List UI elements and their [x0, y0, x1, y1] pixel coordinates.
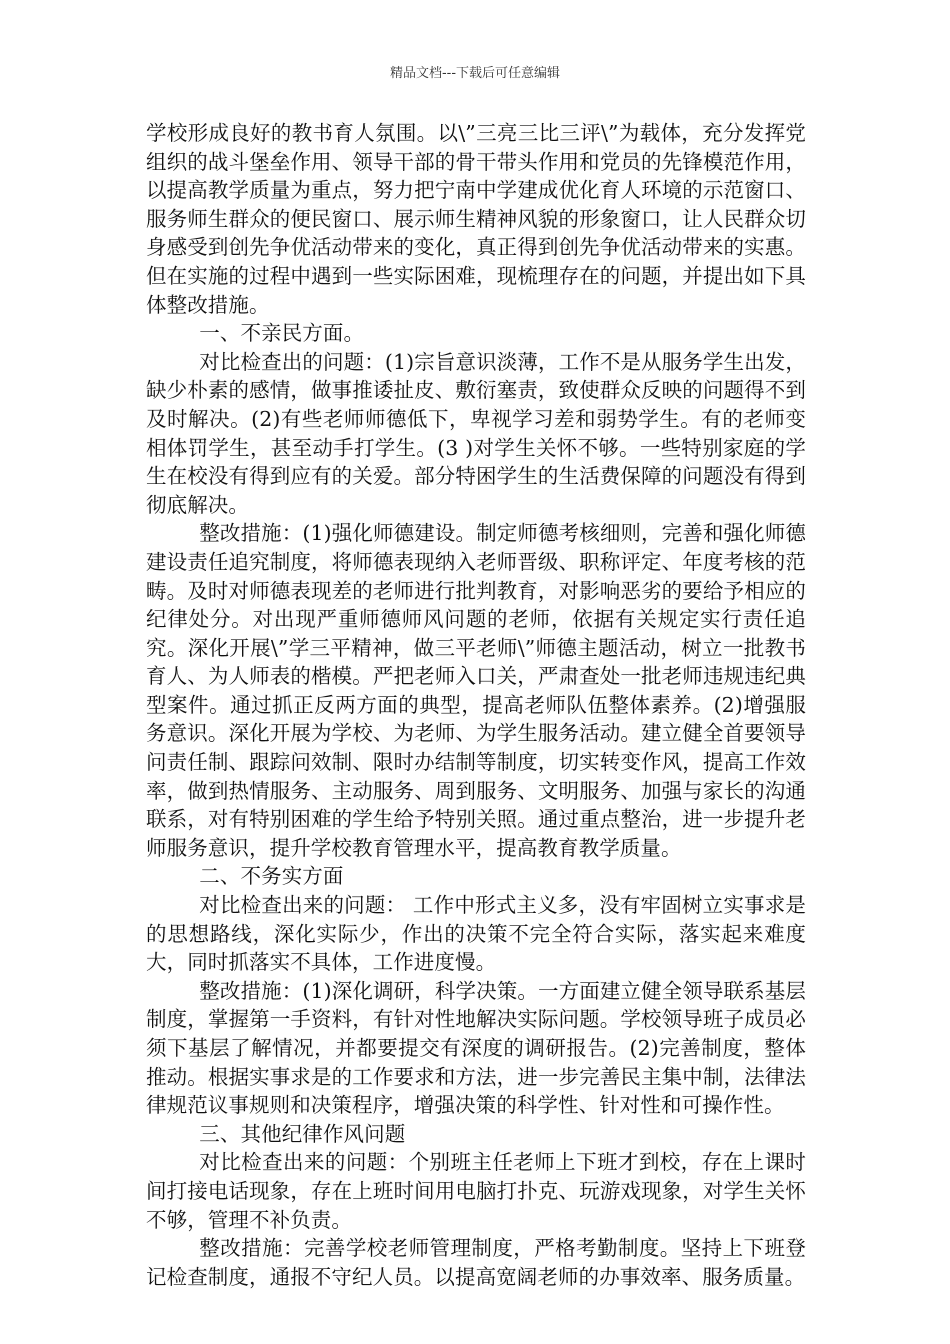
page-header: 精品文档---下载后可任意编辑 [389, 66, 561, 81]
paragraph-measures-3: 整改措施：完善学校老师管理制度，严格考勤制度。坚持上下班登记检查制度，通报不守纪人员。以提高宽阔老师的办事效率、服务质量。 [146, 1236, 806, 1289]
paragraph-problems-2: 对比检查出来的问题： 工作中形式主义多，没有牢固树立实事求是的思想路线，深化实际少，作出的决策不完全符合实际，落实起来难度大，同时抓落实不具体，工作进度慢。 [146, 893, 806, 975]
document-body [146, 119, 806, 1291]
paragraph-intro: 学校形成良好的教书育人氛围。以\”三亮三比三评\”为载体，充分发挥党组织的战斗堡垒作用、领导干部的骨干带头作用和党员的先锋模范作用，以提高教学质量为重点，努力把宁南中学建成优化育人环境的示范窗口、服务师生群众的便民窗口、展示师生精神风貌的形象窗口，让人民群众切身感受到创先争优活动带来的变化，真正得到创先争优活动带来的实惠。但在实施的过程中遇到一些实际困难，现梳理存在的问题，并提出如下具体整改措施。 [146, 121, 806, 317]
paragraph-measures-2: 整改措施：(1)深化调研，科学决策。一方面建立健全领导联系基层制度，掌握第一手资料，有针对性地解决实际问题。学校领导班子成员必须下基层了解情况，并都要提交有深度的调研报告。(2)完善制度，整体推动。根据实事求是的工作要求和方法，进一步完善民主集中制，法律法律规范议事规则和决策程序，增强决策的科学性、针对性和可操作性。 [146, 978, 806, 1118]
section-heading-2: 二、不务实方面 [199, 864, 344, 889]
section-heading-3: 三、其他纪律作风问题 [199, 1121, 406, 1146]
paragraph-measures-1: 整改措施：(1)强化师德建设。制定师德考核细则，完善和强化师德建设责任追究制度，将师德表现纳入老师晋级、职称评定、年度考核的范畴。及时对师德表现差的老师进行批判教育，对影响恶劣的要给予相应的纪律处分。对出现严重师德师风问题的老师，依据有关规定实行责任追究。深化开展\”学三平精神，做三平老师\”师德主题活动，树立一批教书育人、为人师表的楷模。严把老师入口关，严肃查处一批老师违规违纪典型案件。通过抓正反两方面的典型，提高老师队伍整体素养。(2)增强服务意识。深化开展为学校、为老师、为学生服务活动。建立健全首要领导问责任制、跟踪问效制、限时办结制等制度，切实转变作风，提高工作效率，做到热情服务、主动服务、周到服务、文明服务、加强与家长的沟通联系，对有特别困难的学生给予特别关照。通过重点整治，进一步提升老师服务意识，提升学校教育管理水平，提高教育教学质量。 [146, 521, 806, 860]
paragraph-problems-1: 对比检查出的问题：(1)宗旨意识淡薄，工作不是从服务学生出发，缺少朴素的感情，做事推诿扯皮、敷衍塞责，致使群众反映的问题得不到及时解决。(2)有些老师师德低下，卑视学习差和弱势学生。有的老师变相体罚学生，甚至动手打学生。(3 )对学生关怀不够。一些特别家庭的学生在校没有得到应有的关爱。部分特困学生的生活费保障的问题没有得到彻底解决。 [146, 349, 806, 517]
paragraph-problems-3: 对比检查出来的问题：个别班主任老师上下班才到校，存在上课时间打接电话现象，存在上班时间用电脑打扑克、玩游戏现象，对学生关怀不够，管理不补负责。 [146, 1150, 806, 1232]
section-heading-1: 一、不亲民方面。 [199, 321, 365, 346]
